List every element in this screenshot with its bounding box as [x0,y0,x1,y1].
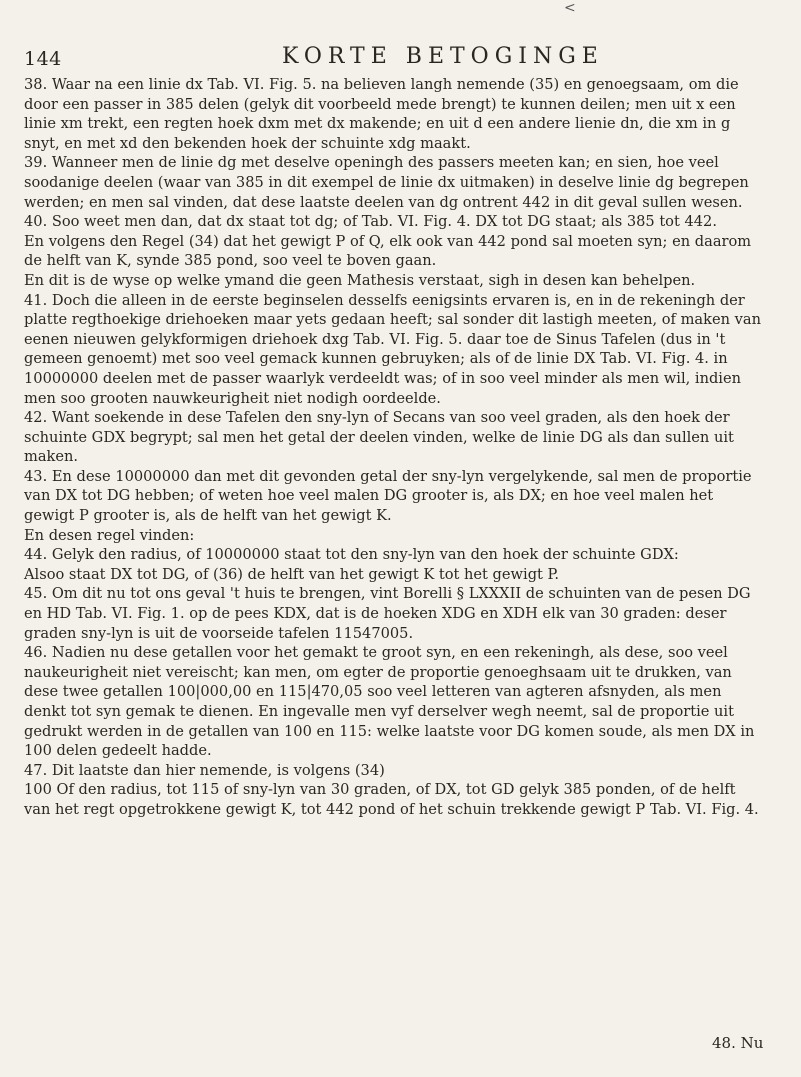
running-title: KORTE BETOGINGE [282,44,604,69]
paragraph: 41. Doch die alleen in de eerste beginselen desselfs eenigsints ervaren is, en in de rekeningh der platte regthoekige driehoeken maar yets gedaan heeft; sal sonder dit lastigh meeten, of maken van eenen nieuwen gelykformigen driehoek dxg Tab. VI. Fig. 5. daar toe de Sinus Tafelen (dus in 't gemeen genoemt) met soo veel gemack kunnen gebruyken; als of de linie DX Tab. VI. Fig. 4. in 10000000 deelen met de passer waarlyk verdeeldt was; of in soo veel minder als men wil, indien men soo grooten nauwkeurigheit niet nodigh oordeelde. [24,291,761,407]
paragraph: 47. Dit laatste dan hier nemende, is volgens (34) [24,761,385,779]
paragraph: En desen regel vinden: [24,526,195,544]
paragraph: 45. Om dit nu tot ons geval 't huis te brengen, vint Borelli § LXXXII de schuinten van de pesen DG en HD Tab. VI. Fig. 1. op de pees KDX, dat is de hoeken XDG en XDH elk van 30 graden: deser graden sny-lyn is uit de voorseide tafelen 11547005. [24,585,751,642]
paragraph: 39. Wanneer men de linie dg met deselve openingh des passers meeten kan; en sien, hoe veel soodanige deelen (waar van 385 in dit exempel de linie dx uitmaken) in deselve linie dg begrepen werden; en men sal vinden, dat dese laatste deelen van dg ontrent 442 in dit geval sullen wesen. [24,154,749,211]
paragraph: 43. En dese 10000000 dan met dit gevonden getal der sny-lyn vergelykende, sal men de proportie van DX tot DG hebben; of weten hoe veel malen DG grooter is, als DX; en hoe veel malen het gewigt P grooter is, als de helft van het gewigt K. [24,467,752,525]
paragraph: En volgens den Regel (34) dat het gewigt P of Q, elk ook van 442 pond sal moeten syn; en daarom de helft van K, synde 385 pond, soo veel te boven gaan. [24,232,752,270]
paragraph: Alsoo staat DX tot DG, of (36) de helft van het gewigt K tot het gewigt P. [24,565,560,583]
paragraph: 40. Soo weet men dan, dat dx staat tot dg; of Tab. VI. Fig. 4. DX tot DG staat; als 385 tot 442. [24,213,717,231]
paragraph: 100 Of den radius, tot 115 of sny-lyn van 30 graden, of DX, tot GD gelyk 385 ponden, of de helft van het regt opgetrokkene gewigt K, tot 442 pond of het schuin trekkende gewigt P Tab. VI. Fig. 4. [24,781,759,818]
running-head [24,44,764,72]
paragraph: 38. Waar na een linie dx Tab. VI. Fig. 5. na believen langh nemende (35) en genoegsaam, om die door een passer in 385 delen (gelyk dit voorbeeld mede brengt) te kunnen deilen; men uit x een linie xm trekt, een regten hoek dxm met dx makende; en uit d een andere lienie dn, die xm in g snyt, en met xd den bekenden hoek der schuinte xdg maakt. [24,76,739,152]
paragraph: En dit is de wyse op welke ymand die geen Mathesis verstaat, sigh in desen kan behelpen. [24,271,696,289]
corner-mark: < [564,0,576,16]
page-number: 144 [24,48,62,70]
paragraph: 44. Gelyk den radius, of 10000000 staat tot den sny-lyn van den hoek der schuinte GDX: [24,546,679,564]
body-text [24,75,766,820]
paragraph: 42. Want soekende in dese Tafelen den sny-lyn of Secans van soo veel graden, als den hoek der schuinte GDX begrypt; sal men het getal der deelen vinden, welke de linie DG als dan sullen uit maken. [24,409,734,466]
paragraph: 46. Nadien nu dese getallen voor het gemakt te groot syn, en een rekeningh, als dese, soo veel naukeurigheit niet vereischt; kan men, om egter de proportie genoeghsaam uit te drukken, van dese twee getallen 100|000,00 en 115|470,05 soo veel letteren van agteren afsnyden, als men denkt tot syn gemak te dienen. En ingevalle men vyf derselver wegh neemt, sal de proportie uit gedrukt werden in de getallen van 100 en 115: welke laatste voor DG komen soude, als men DX in 100 delen gedeelt hadde. [24,644,755,760]
catchword: 48. Nu [712,1034,764,1052]
